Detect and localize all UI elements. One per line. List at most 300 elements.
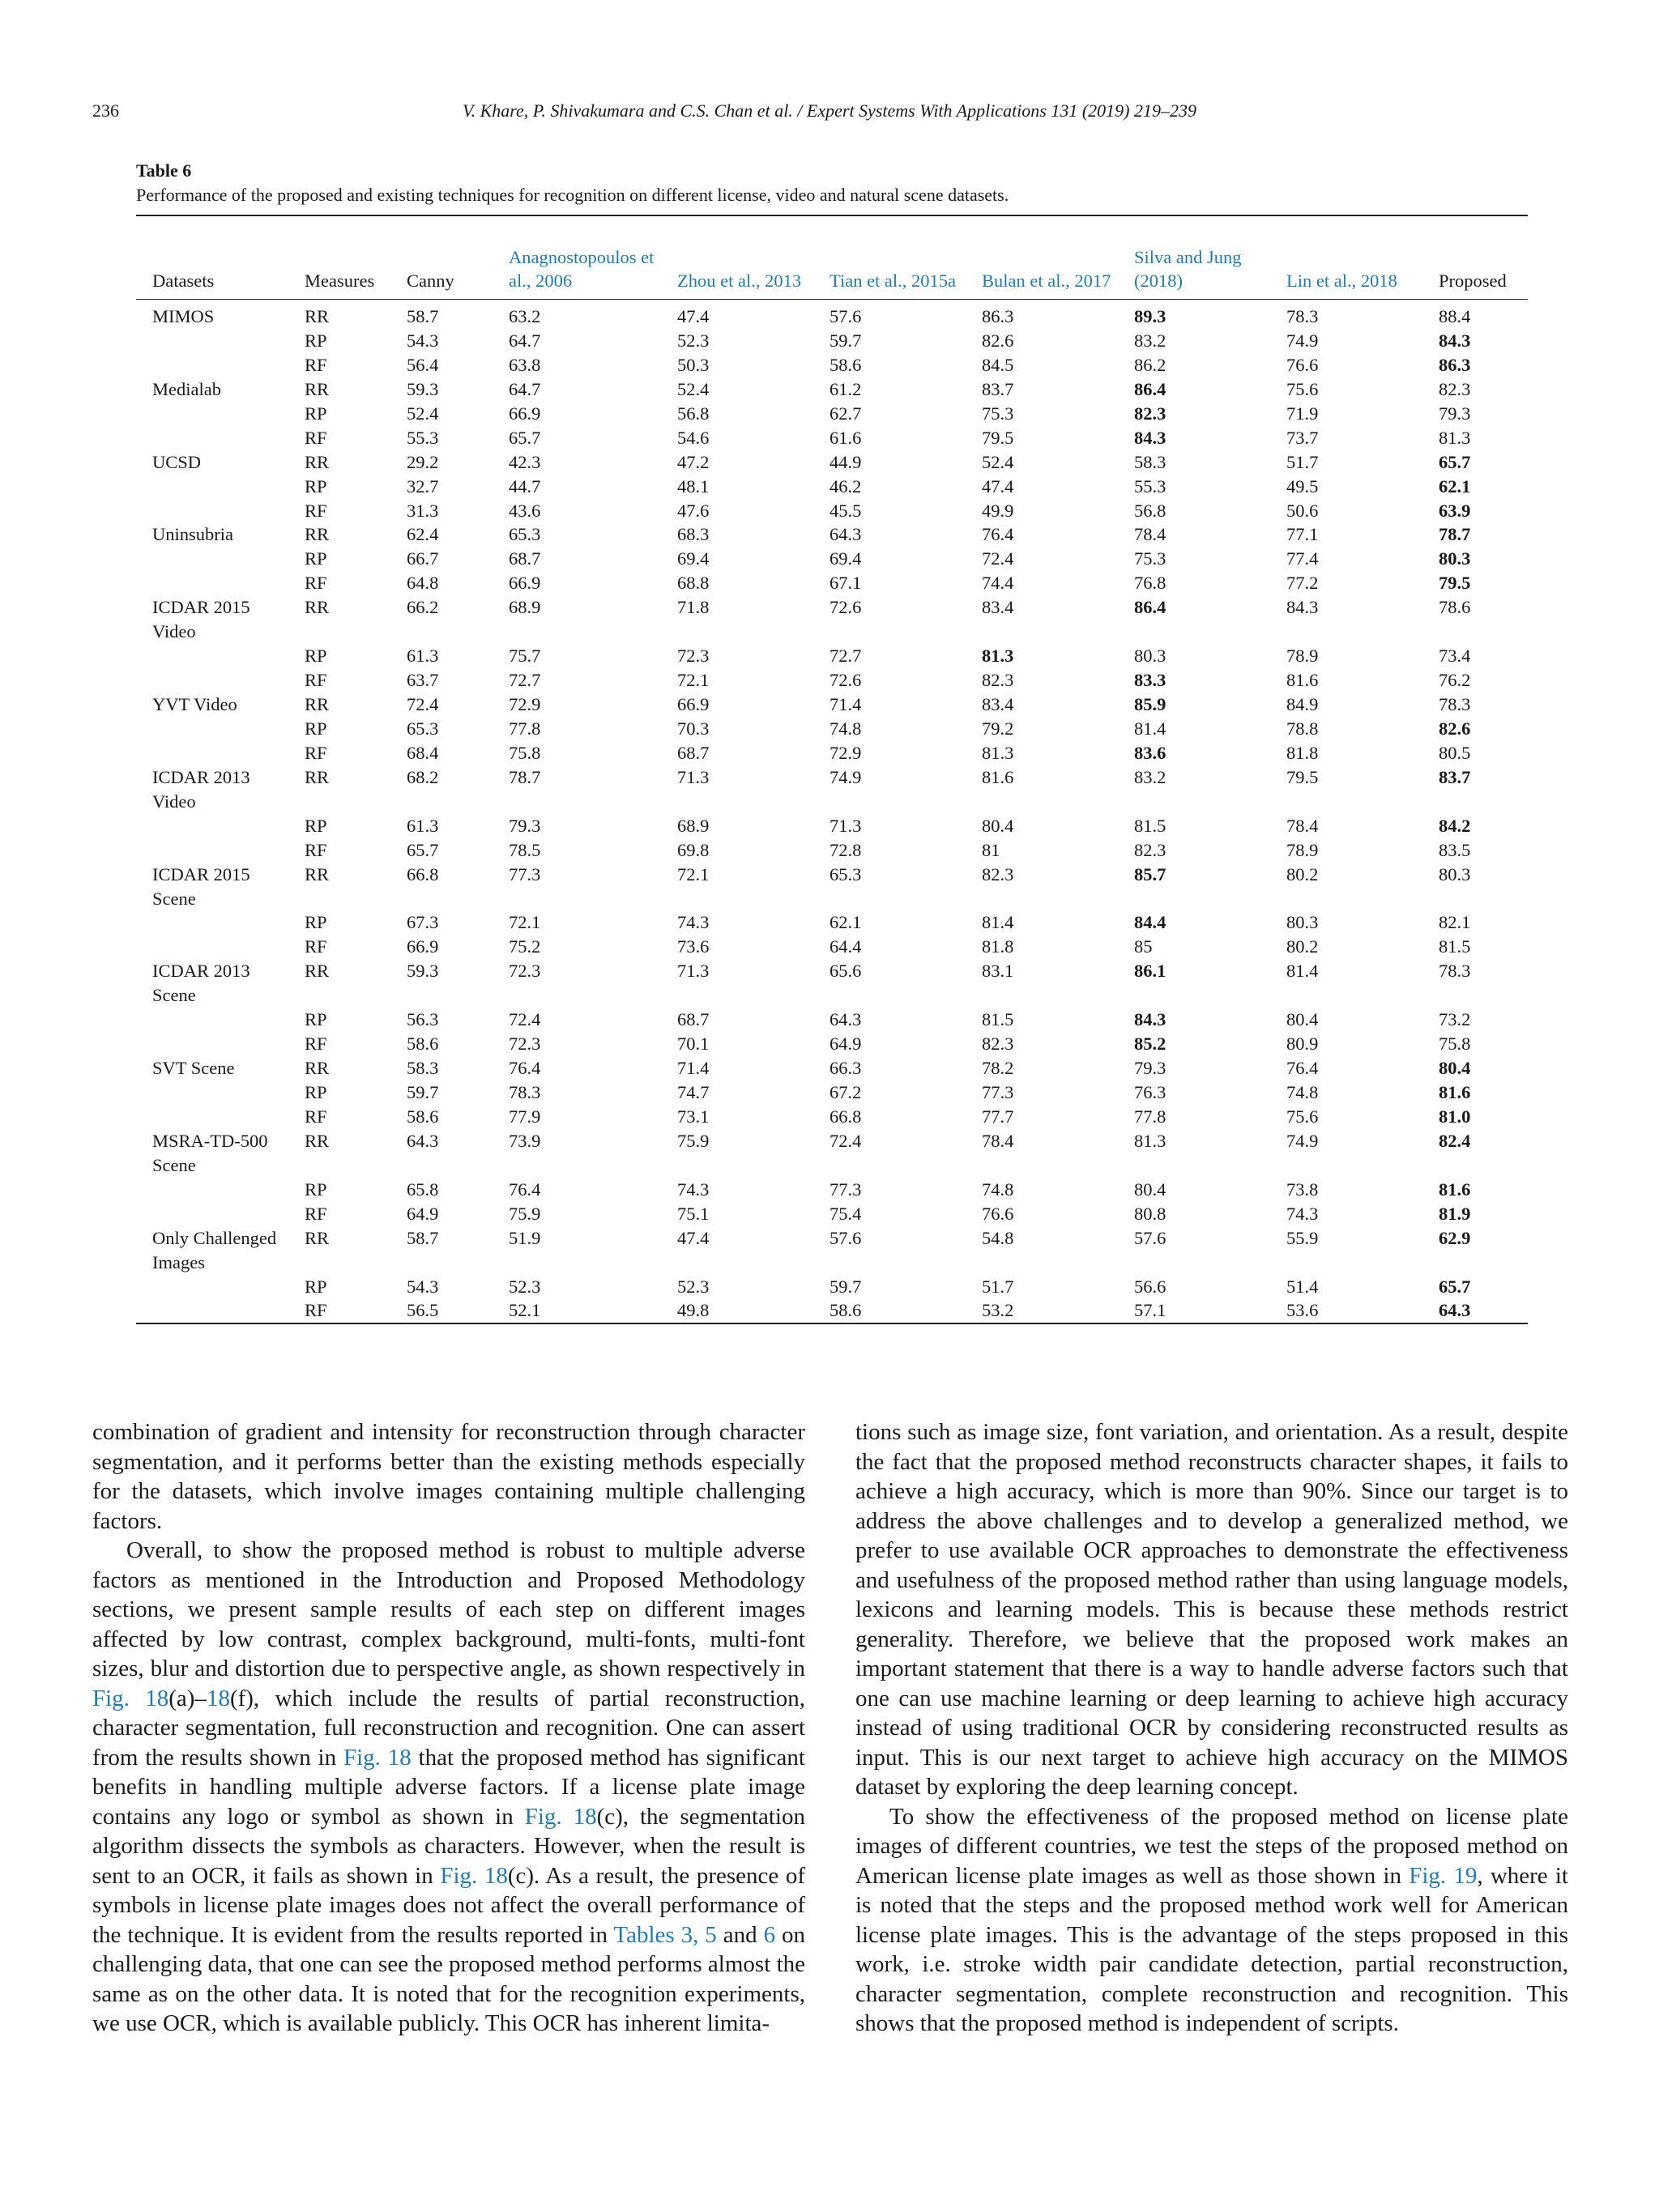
dataset-cell: Only Challenged Images xyxy=(152,1227,277,1272)
left-text-column xyxy=(92,1417,805,2039)
value-cell: 58.7 xyxy=(407,306,439,326)
value-cell: 78.3 xyxy=(1286,306,1319,326)
value-cell: 74.4 xyxy=(982,573,1014,594)
dataset-cell xyxy=(136,838,288,863)
value-cell: 89.3 xyxy=(1134,306,1166,326)
value-cell: 53.6 xyxy=(1286,1300,1319,1321)
measure-cell: RP xyxy=(305,1276,327,1297)
value-cell: 83.6 xyxy=(1134,742,1166,763)
value-cell: 69.4 xyxy=(830,548,862,569)
value-cell: 80.3 xyxy=(1134,646,1166,667)
reference-link[interactable]: 18 xyxy=(206,1685,230,1711)
value-cell: 78.4 xyxy=(1286,815,1319,836)
value-cell: 81.6 xyxy=(982,766,1014,787)
value-cell: 65.3 xyxy=(509,524,541,545)
value-cell: 59.7 xyxy=(830,1276,862,1297)
value-cell: 82.3 xyxy=(1134,403,1166,424)
value-cell: 52.4 xyxy=(407,403,439,424)
table-caption-text: Performance of the proposed and existing techniques for recognition on different license, video and natural scene datasets. xyxy=(136,185,1009,205)
value-cell: 86.4 xyxy=(1134,597,1166,618)
value-cell: 50.6 xyxy=(1286,500,1319,521)
reference-link[interactable]: Fig. 18 xyxy=(343,1744,412,1771)
value-cell: 66.9 xyxy=(407,936,439,957)
value-cell: 76.2 xyxy=(1439,670,1471,691)
value-cell: 47.6 xyxy=(677,500,710,521)
value-cell: 57.6 xyxy=(1134,1227,1166,1248)
value-cell: 79.2 xyxy=(982,718,1014,739)
value-cell: 84.3 xyxy=(1134,1009,1166,1030)
value-cell: 71.3 xyxy=(830,815,862,836)
dataset-cell xyxy=(136,499,288,523)
value-cell: 43.6 xyxy=(509,500,541,521)
table-row xyxy=(136,402,1528,426)
value-cell: 80.4 xyxy=(1439,1058,1471,1079)
table-label: Table 6 xyxy=(136,160,192,181)
value-cell: 62.7 xyxy=(830,403,862,424)
value-cell: 54.3 xyxy=(407,330,439,351)
reference-link[interactable]: Fig. 19 xyxy=(1409,1862,1478,1889)
table-row xyxy=(136,450,1528,475)
dataset-cell xyxy=(136,1032,288,1056)
value-cell: 81.4 xyxy=(982,912,1014,933)
value-cell: 82.6 xyxy=(982,330,1014,351)
value-cell: 75.3 xyxy=(1134,548,1166,569)
value-cell: 83.5 xyxy=(1439,839,1471,860)
value-cell: 64.7 xyxy=(509,378,541,399)
table-row xyxy=(136,644,1528,668)
value-cell: 44.9 xyxy=(830,451,862,472)
table-caption xyxy=(136,159,1529,207)
reference-link[interactable]: Fig. 18 xyxy=(440,1862,508,1889)
value-cell: 81.9 xyxy=(1439,1203,1471,1224)
value-cell: 66.9 xyxy=(509,403,541,424)
value-cell: 85 xyxy=(1134,936,1153,957)
text-run: (a)– xyxy=(168,1685,207,1711)
value-cell: 82.3 xyxy=(982,670,1014,691)
value-cell: 74.7 xyxy=(677,1082,710,1102)
value-cell: 77.8 xyxy=(1134,1106,1166,1127)
measure-cell: RP xyxy=(305,1009,327,1030)
value-cell: 71.9 xyxy=(1286,403,1319,424)
value-cell: 52.3 xyxy=(509,1276,541,1297)
value-cell: 67.2 xyxy=(830,1082,862,1102)
value-cell: 86.3 xyxy=(1439,354,1471,375)
value-cell: 78.9 xyxy=(1286,839,1319,860)
value-cell: 81.3 xyxy=(982,646,1014,667)
table-row xyxy=(136,910,1528,935)
value-cell: 80.2 xyxy=(1286,936,1319,957)
value-cell: 81.3 xyxy=(1439,427,1471,448)
value-cell: 64.3 xyxy=(830,1009,862,1030)
value-cell: 80.8 xyxy=(1134,1203,1166,1224)
value-cell: 64.3 xyxy=(830,524,862,545)
value-cell: 47.4 xyxy=(677,306,710,326)
value-cell: 62.1 xyxy=(830,912,862,933)
table-row xyxy=(136,959,1528,1008)
value-cell: 56.8 xyxy=(1134,500,1166,521)
value-cell: 72.9 xyxy=(830,742,862,763)
value-cell: 75.6 xyxy=(1286,1106,1319,1127)
value-cell: 72.7 xyxy=(830,646,862,667)
value-cell: 65.8 xyxy=(407,1178,439,1200)
value-cell: 51.9 xyxy=(509,1227,541,1248)
table-row xyxy=(136,571,1528,595)
value-cell: 79.5 xyxy=(982,427,1014,448)
measure-cell: RF xyxy=(305,1203,327,1224)
value-cell: 81.8 xyxy=(1286,742,1319,763)
column-header: Zhou et al., 2013 xyxy=(677,271,802,291)
value-cell: 80.9 xyxy=(1286,1034,1319,1055)
table-row xyxy=(136,1202,1528,1226)
table-row xyxy=(136,1298,1528,1323)
value-cell: 72.1 xyxy=(677,863,710,884)
value-cell: 75.3 xyxy=(982,403,1014,424)
value-cell: 47.4 xyxy=(982,475,1014,497)
value-cell: 66.3 xyxy=(830,1058,862,1079)
value-cell: 65.3 xyxy=(830,863,862,884)
table-row xyxy=(136,1226,1528,1275)
value-cell: 72.3 xyxy=(509,961,541,982)
value-cell: 80.4 xyxy=(982,815,1014,836)
table-row xyxy=(136,1178,1528,1202)
dataset-cell xyxy=(136,353,288,377)
measure-cell: RR xyxy=(305,694,330,714)
value-cell: 78.3 xyxy=(509,1082,541,1102)
value-cell: 78.4 xyxy=(1134,524,1166,545)
value-cell: 77.4 xyxy=(1286,548,1319,569)
reference-link[interactable]: 6 xyxy=(763,1921,776,1948)
value-cell: 71.3 xyxy=(677,766,710,787)
value-cell: 83.3 xyxy=(1134,670,1166,691)
value-cell: 83.4 xyxy=(982,597,1014,618)
table-row xyxy=(136,814,1528,838)
value-cell: 66.7 xyxy=(407,548,439,569)
value-cell: 81 xyxy=(982,839,1000,860)
value-cell: 78.7 xyxy=(1439,524,1471,545)
value-cell: 58.6 xyxy=(407,1106,439,1127)
value-cell: 68.9 xyxy=(677,815,710,836)
value-cell: 66.9 xyxy=(509,573,541,594)
table-row xyxy=(136,935,1528,959)
value-cell: 58.3 xyxy=(1134,451,1166,472)
table-row xyxy=(136,1105,1528,1129)
value-cell: 58.7 xyxy=(407,1227,439,1248)
value-cell: 52.3 xyxy=(677,330,710,351)
text-run: (c). As a result, the presence of symbols in license plate images does not affect the overall performance of the technique. It is evident from the results reported in xyxy=(92,1862,806,1948)
value-cell: 74.3 xyxy=(677,1178,710,1200)
table-row xyxy=(136,1032,1528,1056)
value-cell: 62.4 xyxy=(407,524,439,545)
value-cell: 77.7 xyxy=(982,1106,1014,1127)
value-cell: 61.3 xyxy=(407,646,439,667)
reference-link[interactable]: Fig. 18 xyxy=(524,1803,597,1830)
measure-cell: RP xyxy=(305,815,327,836)
measure-cell: RR xyxy=(305,451,330,472)
value-cell: 56.5 xyxy=(407,1300,439,1321)
value-cell: 77.8 xyxy=(509,718,541,739)
measure-cell: RR xyxy=(305,766,330,787)
value-cell: 80.3 xyxy=(1439,548,1471,569)
table-row xyxy=(136,693,1528,717)
table-row xyxy=(136,377,1528,402)
value-cell: 77.3 xyxy=(509,863,541,884)
table-row xyxy=(136,765,1528,814)
table-row xyxy=(136,1008,1528,1032)
dataset-cell xyxy=(136,329,288,353)
text-run: (f), which include the results of partial reconstruction, character segmentation, full reconstruction and recognition. One can assert from the results shown in xyxy=(92,1685,806,1771)
value-cell: 71.3 xyxy=(677,961,710,982)
value-cell: 74.8 xyxy=(1286,1082,1319,1102)
measure-cell: RP xyxy=(305,548,327,569)
value-cell: 46.2 xyxy=(830,475,862,497)
value-cell: 58.6 xyxy=(830,354,862,375)
value-cell: 81.4 xyxy=(1134,718,1166,739)
column-header: Anagnostopoulos et al., 2006 xyxy=(509,247,655,291)
value-cell: 76.6 xyxy=(1286,354,1319,375)
value-cell: 54.6 xyxy=(677,427,710,448)
value-cell: 59.3 xyxy=(407,378,439,399)
value-cell: 76.4 xyxy=(982,524,1014,545)
value-cell: 80.2 xyxy=(1286,863,1319,884)
dataset-cell: YVT Video xyxy=(152,694,237,714)
measure-cell: RR xyxy=(305,961,330,982)
value-cell: 78.6 xyxy=(1439,597,1471,618)
value-cell: 49.9 xyxy=(982,500,1014,521)
dataset-cell: ICDAR 2013 Scene xyxy=(152,961,250,1006)
value-cell: 74.9 xyxy=(830,766,862,787)
value-cell: 70.3 xyxy=(677,718,710,739)
value-cell: 58.6 xyxy=(830,1300,862,1321)
table-row xyxy=(136,426,1528,450)
value-cell: 72.4 xyxy=(509,1009,541,1030)
value-cell: 84.3 xyxy=(1439,330,1471,351)
value-cell: 69.8 xyxy=(677,839,710,860)
value-cell: 72.4 xyxy=(982,548,1014,569)
dataset-cell xyxy=(136,475,288,499)
value-cell: 74.9 xyxy=(1286,330,1319,351)
table-row xyxy=(136,522,1528,547)
value-cell: 80.3 xyxy=(1286,912,1319,933)
value-cell: 61.6 xyxy=(830,427,862,448)
value-cell: 77.3 xyxy=(982,1082,1014,1102)
value-cell: 54.3 xyxy=(407,1276,439,1297)
value-cell: 75.8 xyxy=(509,742,541,763)
value-cell: 55.3 xyxy=(407,427,439,448)
value-cell: 72.3 xyxy=(677,646,710,667)
value-cell: 86.4 xyxy=(1134,378,1166,399)
value-cell: 77.2 xyxy=(1286,573,1319,594)
table-row xyxy=(136,1080,1528,1105)
value-cell: 72.8 xyxy=(830,839,862,860)
value-cell: 59.7 xyxy=(407,1082,439,1102)
value-cell: 68.7 xyxy=(677,742,710,763)
measure-cell: RP xyxy=(305,1178,327,1200)
table-row xyxy=(136,838,1528,863)
value-cell: 67.1 xyxy=(830,573,862,594)
dataset-cell xyxy=(136,910,288,935)
value-cell: 79.3 xyxy=(509,815,541,836)
value-cell: 72.1 xyxy=(509,912,541,933)
measure-cell: RF xyxy=(305,573,327,594)
text-run: , where it is noted that the steps and the proposed method work well for American license plate images. This is the advantage of the steps proposed in this work, i.e. stroke width pair candidate detection, partial reconstruction, character segmentation, complete reconstruction and recognition. This shows that the proposed method is independent of scripts. xyxy=(855,1862,1568,2036)
dataset-cell xyxy=(136,1275,288,1299)
reference-link[interactable]: Fig. 18 xyxy=(92,1685,169,1711)
measure-cell: RF xyxy=(305,1106,327,1127)
column-header: Proposed xyxy=(1439,271,1507,291)
column-header: Lin et al., 2018 xyxy=(1286,271,1397,291)
dataset-cell xyxy=(136,1008,288,1032)
value-cell: 73.8 xyxy=(1286,1178,1319,1200)
value-cell: 56.8 xyxy=(677,403,710,424)
dataset-cell: ICDAR 2015 Scene xyxy=(152,863,250,909)
value-cell: 75.1 xyxy=(677,1203,710,1224)
dataset-cell: ICDAR 2013 Video xyxy=(152,766,250,812)
value-cell: 29.2 xyxy=(407,451,439,472)
text-run: and xyxy=(716,1921,764,1948)
measure-cell: RF xyxy=(305,936,327,957)
value-cell: 52.4 xyxy=(982,451,1014,472)
value-cell: 49.5 xyxy=(1286,475,1319,497)
dataset-cell: MSRA-TD-500 Scene xyxy=(152,1130,268,1175)
value-cell: 76.8 xyxy=(1134,573,1166,594)
value-cell: 76.4 xyxy=(1286,1058,1319,1079)
value-cell: 73.7 xyxy=(1286,427,1319,448)
value-cell: 64.9 xyxy=(830,1034,862,1055)
value-cell: 68.7 xyxy=(677,1009,710,1030)
table-row xyxy=(136,863,1528,911)
table-row xyxy=(136,595,1528,644)
value-cell: 72.6 xyxy=(830,597,862,618)
value-cell: 84.4 xyxy=(1134,912,1166,933)
value-cell: 68.9 xyxy=(509,597,541,618)
measure-cell: RR xyxy=(305,1058,330,1079)
value-cell: 79.3 xyxy=(1439,403,1471,424)
value-cell: 75.8 xyxy=(1439,1034,1471,1055)
dataset-cell xyxy=(136,426,288,450)
text-run: that the proposed method has significant benefits in handling multiple adverse factors. If a license plate image contains any logo or symbol as shown in xyxy=(92,1744,805,1830)
reference-link[interactable]: Tables 3, 5 xyxy=(613,1921,717,1948)
value-cell: 78.3 xyxy=(1439,961,1471,982)
value-cell: 79.5 xyxy=(1439,573,1471,594)
value-cell: 73.1 xyxy=(677,1106,710,1127)
table-header-row xyxy=(136,215,1528,300)
value-cell: 82.3 xyxy=(1134,839,1166,860)
value-cell: 70.1 xyxy=(677,1034,710,1055)
dataset-cell xyxy=(136,1202,288,1226)
dataset-cell xyxy=(136,935,288,959)
value-cell: 45.5 xyxy=(830,500,862,521)
results-table xyxy=(136,215,1528,1324)
value-cell: 86.3 xyxy=(982,306,1014,326)
value-cell: 84.9 xyxy=(1286,694,1319,714)
value-cell: 78.2 xyxy=(982,1058,1014,1079)
value-cell: 52.1 xyxy=(509,1300,541,1321)
measure-cell: RR xyxy=(305,378,330,399)
value-cell: 84.3 xyxy=(1286,597,1319,618)
measure-cell: RP xyxy=(305,1082,327,1102)
dataset-cell xyxy=(136,547,288,571)
dataset-cell: ICDAR 2015 Video xyxy=(152,597,250,642)
value-cell: 63.7 xyxy=(407,670,439,691)
value-cell: 51.7 xyxy=(982,1276,1014,1297)
value-cell: 82.3 xyxy=(982,1034,1014,1055)
value-cell: 83.4 xyxy=(982,694,1014,714)
value-cell: 78.4 xyxy=(982,1130,1014,1151)
dataset-cell xyxy=(136,1080,288,1105)
value-cell: 47.2 xyxy=(677,451,710,472)
value-cell: 81.5 xyxy=(982,1009,1014,1030)
right-paragraph-2 xyxy=(855,1802,1568,2039)
value-cell: 76.4 xyxy=(509,1058,541,1079)
value-cell: 72.4 xyxy=(830,1130,862,1151)
value-cell: 66.9 xyxy=(677,694,710,714)
table-row xyxy=(136,329,1528,353)
measure-cell: RR xyxy=(305,1227,330,1248)
table-row xyxy=(136,1056,1528,1080)
value-cell: 64.3 xyxy=(407,1130,439,1151)
value-cell: 58.6 xyxy=(407,1034,439,1055)
column-header: Measures xyxy=(305,271,375,291)
value-cell: 65.3 xyxy=(407,718,439,739)
value-cell: 65.7 xyxy=(509,427,541,448)
column-header: Datasets xyxy=(152,271,215,291)
measure-cell: RF xyxy=(305,839,327,860)
value-cell: 81.5 xyxy=(1439,936,1471,957)
value-cell: 77.1 xyxy=(1286,524,1319,545)
measure-cell: RF xyxy=(305,427,327,448)
value-cell: 75.9 xyxy=(677,1130,710,1151)
measure-cell: RF xyxy=(305,354,327,375)
measure-cell: RF xyxy=(305,742,327,763)
value-cell: 75.6 xyxy=(1286,378,1319,399)
value-cell: 81.3 xyxy=(982,742,1014,763)
value-cell: 42.3 xyxy=(509,451,541,472)
value-cell: 52.3 xyxy=(677,1276,710,1297)
measure-cell: RF xyxy=(305,1300,327,1321)
value-cell: 78.9 xyxy=(1286,646,1319,667)
value-cell: 82.3 xyxy=(982,863,1014,884)
value-cell: 64.7 xyxy=(509,330,541,351)
value-cell: 74.8 xyxy=(830,718,862,739)
value-cell: 71.4 xyxy=(830,694,862,714)
value-cell: 72.7 xyxy=(509,670,541,691)
value-cell: 67.3 xyxy=(407,912,439,933)
column-header: Canny xyxy=(407,271,454,291)
value-cell: 61.3 xyxy=(407,815,439,836)
value-cell: 85.2 xyxy=(1134,1034,1166,1055)
value-cell: 53.2 xyxy=(982,1300,1014,1321)
dataset-cell: Uninsubria xyxy=(152,524,233,545)
value-cell: 74.3 xyxy=(1286,1203,1319,1224)
value-cell: 83.7 xyxy=(1439,766,1471,787)
table-row xyxy=(136,475,1528,499)
value-cell: 81.5 xyxy=(1134,815,1166,836)
value-cell: 85.7 xyxy=(1134,863,1166,884)
value-cell: 63.8 xyxy=(509,354,541,375)
value-cell: 59.3 xyxy=(407,961,439,982)
value-cell: 64.8 xyxy=(407,573,439,594)
measure-cell: RR xyxy=(305,306,330,326)
value-cell: 63.9 xyxy=(1439,500,1471,521)
value-cell: 74.8 xyxy=(982,1178,1014,1200)
table-row xyxy=(136,717,1528,741)
value-cell: 83.2 xyxy=(1134,766,1166,787)
value-cell: 72.9 xyxy=(509,694,541,714)
table-row xyxy=(136,668,1528,693)
value-cell: 75.2 xyxy=(509,936,541,957)
value-cell: 82.1 xyxy=(1439,912,1471,933)
value-cell: 75.7 xyxy=(509,646,541,667)
